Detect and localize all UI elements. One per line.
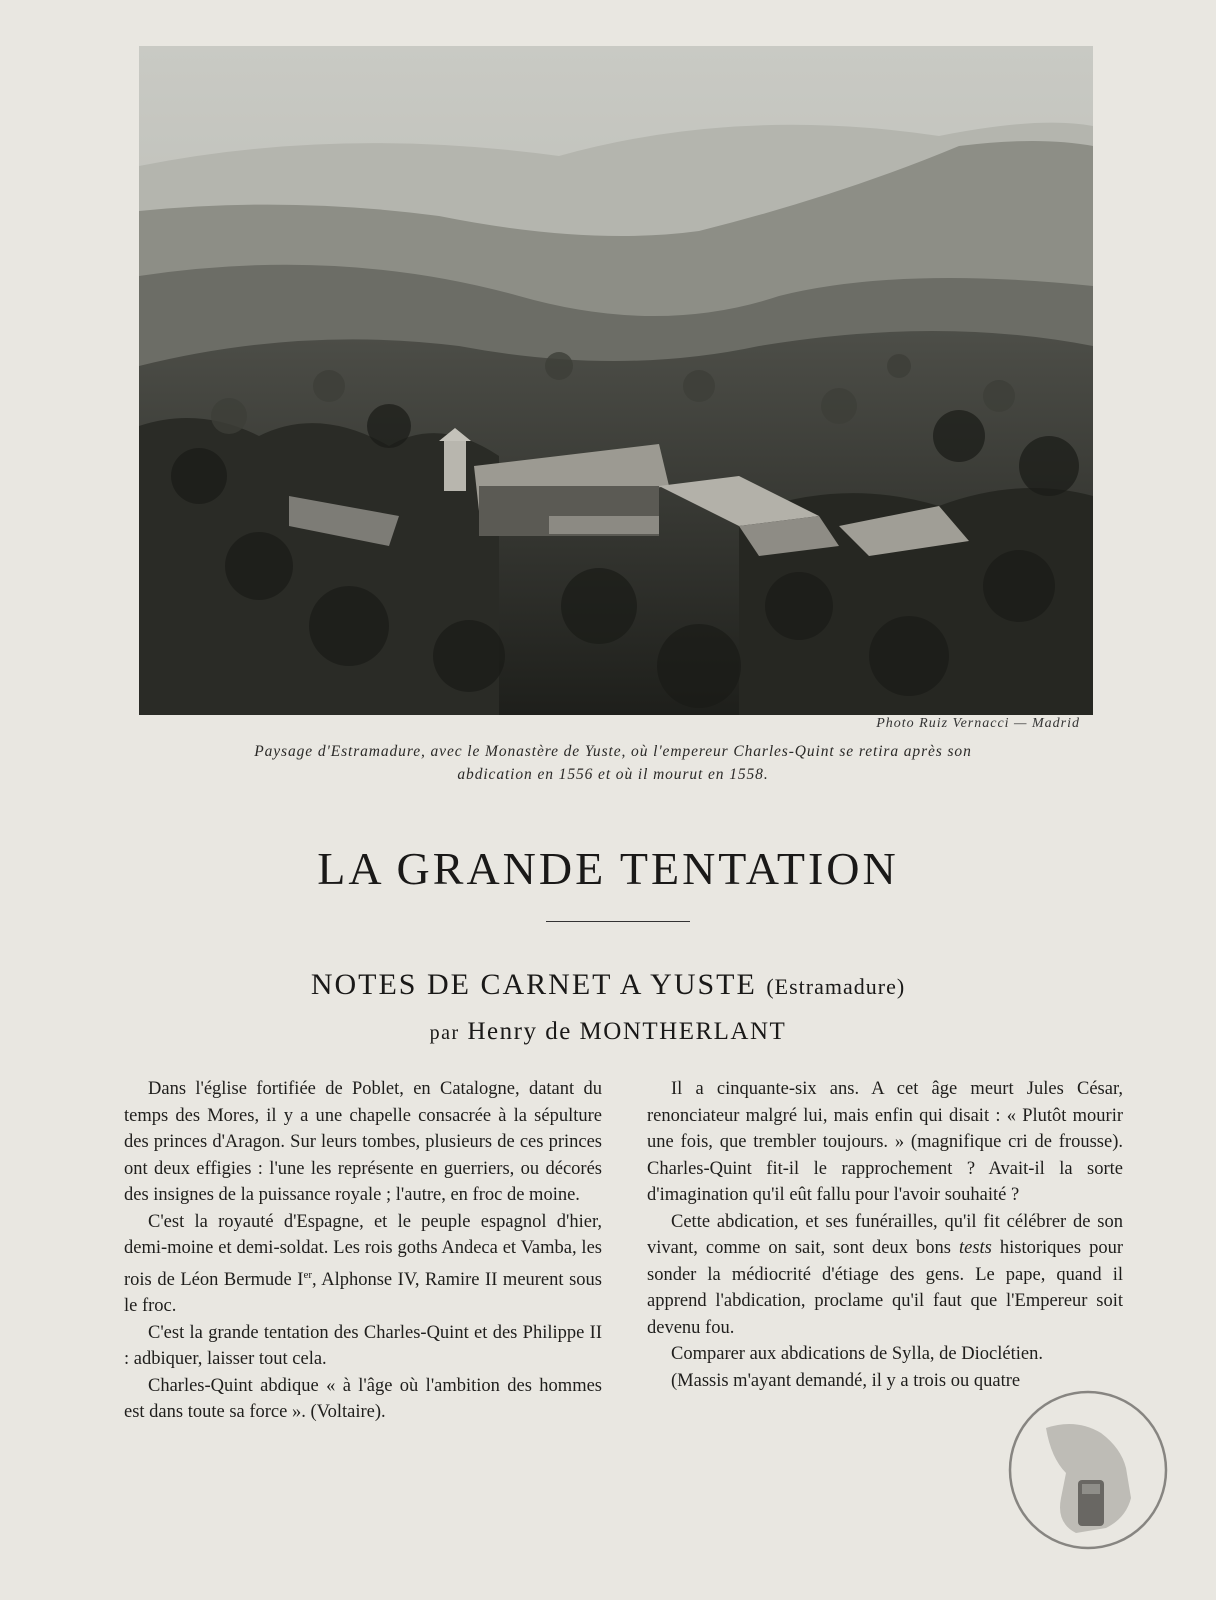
right-paragraph-1: Il a cinquante-six ans. A cet âge meurt Jules César, renonciateur malgré lui, mais enfin qui disait : « Plutôt mourir une fois, que trembler toujours. » (magnifique cri de frousse). Charles-Quint fit-il le rapprochement ? Avait-il la sorte d'imagination qu'il eût fallu pour l'avoir souhaité ? [647,1079,1123,1205]
right-p2-italic: tests [958,1238,992,1258]
article-title: LA GRANDE TENTATION [317,843,899,894]
subtitle-region: (Estramadure) [766,974,906,999]
left-paragraph-4: Charles-Quint abdique « à l'âge où l'ambition des hommes est dans toute sa force ». (Voltaire). [124,1375,602,1423]
left-paragraph-3: C'est la grande tentation des Charles-Quint et des Philippe II : adbiquer, laisser tout cela. [124,1322,602,1370]
byline [0,1018,1216,1046]
left-paragraph-1: Dans l'église fortifiée de Poblet, en Catalogne, datant du temps des Mores, il y a une chapelle consacrée à la sépulture des princes d'Aragon. Sur leurs tombes, plusieurs de ces princes ont deux effigies : l'une les représente en guerriers, ou décorés des insignes de la puissance royale ; l'autre, en froc de moine. [124,1079,602,1205]
photo-illustration [139,46,1093,715]
photo-credit: Photo Ruiz Vernacci — Madrid [876,716,1080,731]
right-column [647,1076,1123,1394]
caption-line-1: Paysage d'Estramadure, avec le Monastère de Yuste, où l'empereur Charles-Quint se retira après son [254,743,972,760]
right-paragraph-4: (Massis m'ayant demandé, il y a trois ou quatre [671,1370,1021,1391]
right-paragraph-2 [647,1209,1123,1342]
monastery-landscape-photo [139,46,1093,715]
library-stamp-icon [1006,1388,1170,1552]
left-p2-superscript: er [303,1268,313,1281]
right-p2-start: Cette abdication, et ses funérailles, qu'il fit célébrer de son vivant, comme on sait, sont deux bons [647,1211,1123,1258]
photo-caption [180,740,1046,786]
byline-par: par [429,1022,460,1044]
subtitle-main: NOTES DE CARNET A YUSTE [310,968,757,1001]
left-paragraph-2 [124,1209,602,1320]
right-paragraph-3: Comparer aux abdications de Sylla, de Dioclétien. [671,1344,1043,1364]
article-subtitle [0,968,1216,1002]
caption-line-2: abdication en 1556 et où il mourut en 1558. [457,766,769,783]
byline-author: Henry de MONTHERLANT [467,1018,787,1045]
left-p2-end: , Alphonse IV, Ramire II meurent sous le froc. [124,1269,603,1317]
title-divider [546,921,690,922]
left-column [124,1076,602,1426]
left-p2-start: C'est la royauté d'Espagne, et le peuple espagnol d'hier, demi-moine et demi-soldat. Les rois goths Andeca et Vamba, les rois de Léon Bermude I [124,1211,602,1290]
right-p2-end: historiques pour sonder la médiocrité d'étiage des gens. Le pape, quand il apprend l'abdication, proclame qu'il faut que l'Empereur soit devenu fou. [647,1238,1124,1338]
